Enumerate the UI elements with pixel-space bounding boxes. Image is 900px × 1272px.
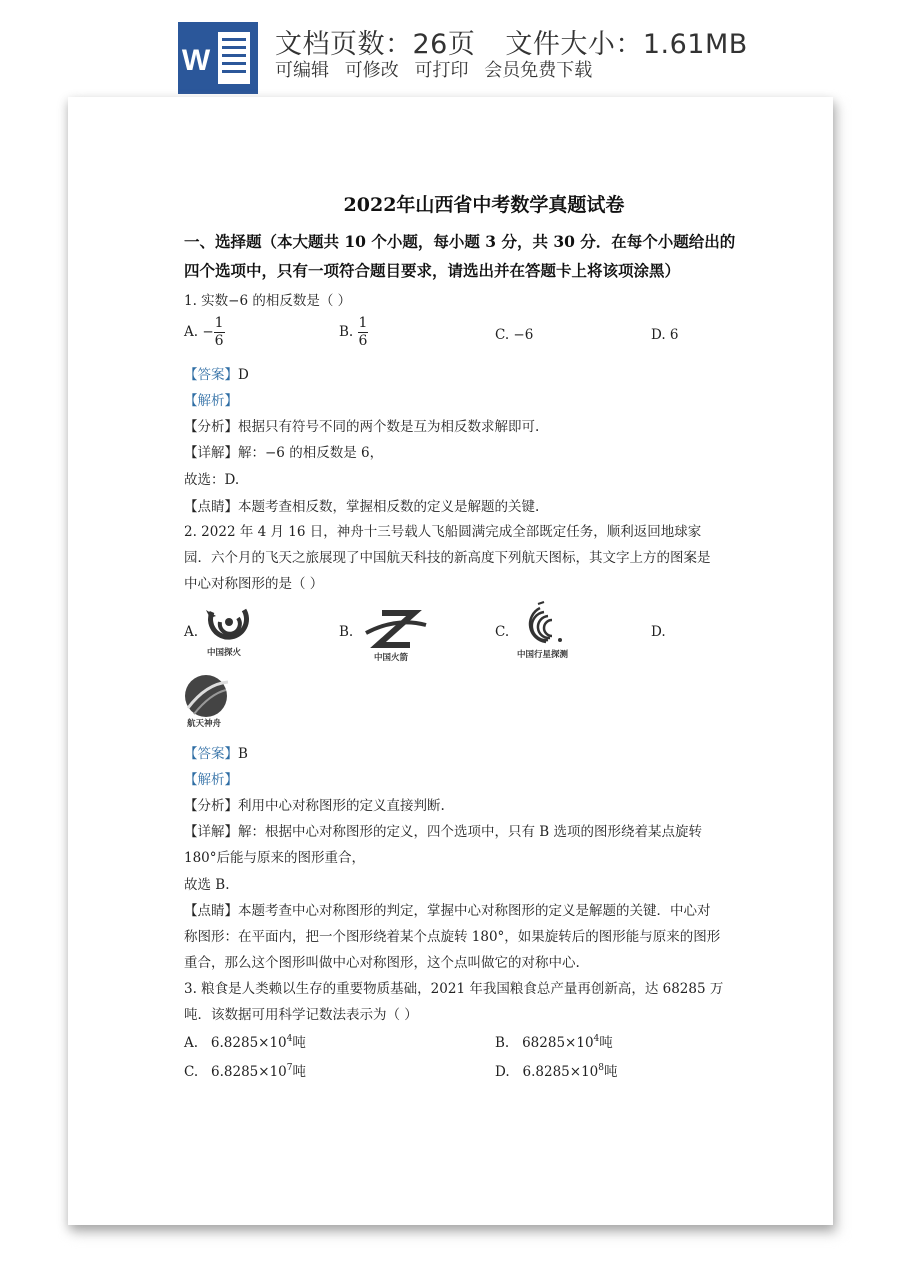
q2-stem-line1: 2. 2022 年 4 月 16 日，神舟十三号载人飞船圆满完成全部既定任务，顺利返回地球家	[184, 524, 702, 540]
q1-stem: 1. 实数−6 的相反数是（ ）	[184, 293, 352, 309]
section-heading-line1: 一、选择题（本大题共 10 个小题，每小题 3 分，共 30 分．在每个小题给出的	[184, 232, 736, 251]
mars-exploration-logo	[204, 602, 254, 644]
q3-option-c: C. $6.8285\times 10^7$吨	[184, 1063, 306, 1080]
q2-option-c-label: C.	[495, 624, 510, 640]
q2-answer: 【答案】B	[184, 746, 248, 762]
q2-option-d-caption: 航天神舟	[187, 719, 222, 729]
q2-xiangjie-line2: 180°后能与原来的图形重合，	[184, 850, 366, 866]
feature-modifiable: 可修改	[344, 60, 399, 81]
feature-editable: 可编辑	[275, 60, 329, 81]
q1-fenxi: 【分析】根据只有符号不同的两个数是互为相反数求解即可.	[184, 419, 540, 435]
file-size: 文件大小：1.61MB	[505, 29, 748, 60]
feature-member-download[interactable]: 会员免费下载	[484, 60, 593, 81]
q2-option-b-label: B.	[339, 624, 354, 640]
q2-xiangjie-line1: 【详解】解：根据中心对称图形的定义，四个选项中，只有 B 选项的图形绕着某点旋转	[184, 824, 703, 840]
q2-option-b-caption: 中国火箭	[374, 653, 409, 663]
svg-text:W: W	[181, 44, 211, 77]
document-page	[68, 97, 833, 1225]
q1-option-c: C. −6	[495, 327, 534, 343]
fraction: $\frac{1}{6}$	[214, 315, 224, 349]
planet-exploration-logo	[520, 600, 574, 646]
word-icon	[178, 22, 258, 94]
download-header	[0, 0, 900, 100]
q1-option-a: A. − $\frac{1}{6}$	[184, 315, 224, 349]
feature-list	[275, 56, 602, 82]
china-rocket-logo	[364, 607, 428, 651]
q2-stem-line3: 中心对称图形的是（ ）	[184, 576, 324, 592]
q3-stem-line1: 3. 粮食是人类赖以生存的重要物质基础，2021 年我国粮食总产量再创新高，达 68285 万	[184, 981, 724, 997]
q2-option-d-label: D.	[651, 624, 666, 640]
q3-option-a: A. $6.8285\times 10^4$吨	[184, 1034, 306, 1051]
q2-stem-line2: 园．六个月的飞天之旅展现了中国航天科技的新高度下列航天图标，其文字上方的图案是	[184, 550, 711, 566]
q1-option-b: B. $\frac{1}{6}$	[339, 315, 368, 349]
shenzhou-logo	[184, 674, 230, 718]
q2-option-a-caption: 中国探火	[207, 648, 242, 658]
feature-printable: 可打印	[414, 60, 469, 81]
q2-option-a-label: A.	[184, 624, 199, 640]
q1-xiangjie: 【详解】解：−6 的相反数是 6，	[184, 445, 384, 461]
q3-option-d: D. $6.8285\times 10^8$吨	[495, 1063, 618, 1080]
q3-stem-line2: 吨．该数据可用科学记数法表示为（ ）	[184, 1007, 418, 1023]
section-heading-line2: 四个选项中，只有一项符合题目要求，请选出并在答题卡上将该项涂黑）	[184, 261, 681, 280]
q1-option-d: D. 6	[651, 327, 679, 343]
q2-fenxi: 【分析】利用中心对称图形的定义直接判断.	[184, 798, 445, 814]
q2-dianjing-line1: 【点睛】本题考查中心对称图形的判定，掌握中心对称图形的定义是解题的关键．中心对	[184, 903, 711, 919]
q3-option-b: B. $68285\times 10^4$吨	[495, 1034, 613, 1051]
q1-answer: 【答案】D	[184, 367, 249, 383]
q2-dianjing-line2: 称图形：在平面内，把一个图形绕着某个点旋转 180°，如果旋转后的图形能与原来的图形	[184, 929, 721, 945]
doc-title: 2022年山西省中考数学真题试卷	[343, 194, 625, 216]
q1-guxuan: 故选：D.	[184, 472, 240, 488]
q2-option-c-caption: 中国行星探测	[517, 650, 569, 660]
q2-guxuan: 故选 B.	[184, 877, 230, 893]
q2-analysis-tag: 【解析】	[184, 772, 238, 788]
q2-dianjing-line3: 重合，那么这个图形叫做中心对称图形，这个点叫做它的对称中心.	[184, 955, 580, 971]
q1-dianjing: 【点睛】本题考查相反数，掌握相反数的定义是解题的关键.	[184, 499, 540, 515]
q1-analysis-tag: 【解析】	[184, 393, 238, 409]
page-count: 文档页数：26页	[275, 29, 476, 60]
fraction: $\frac{1}{6}$	[358, 315, 368, 349]
